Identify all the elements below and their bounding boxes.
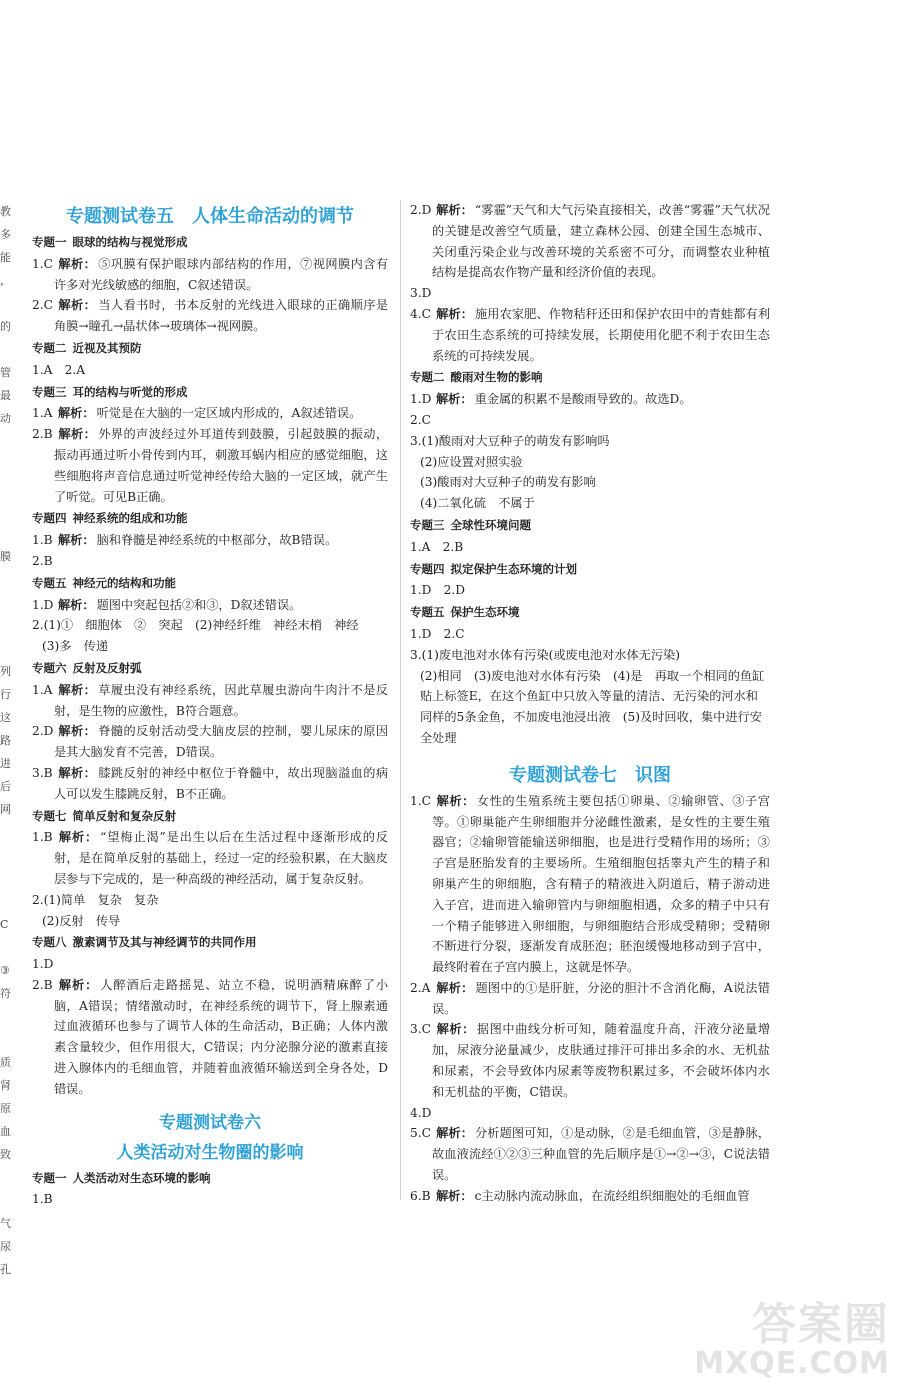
answer-item: 1.A 2.A xyxy=(32,362,86,377)
watermark: 答案圈 MXQE.COM xyxy=(694,1299,890,1381)
test-five-title: 专题测试卷五 人体生命活动的调节 xyxy=(66,206,354,227)
test-seven-title: 专题测试卷七 识图 xyxy=(509,764,671,786)
section-heading: 专题四 拟定保护生态环境的计划 xyxy=(410,561,577,576)
section-heading: 专题七 简单反射和复杂反射 xyxy=(32,808,176,823)
answer-item: 1.D xyxy=(32,957,54,972)
answer-item: 1.D 2.C xyxy=(410,626,465,641)
test-six-subtitle: 人类活动对生物圈的影响 xyxy=(116,1142,304,1163)
answer-subline: (2)反射 传导 xyxy=(42,913,121,928)
answer-item: 2.B xyxy=(32,553,53,568)
section-heading: 专题五 保护生态环境 xyxy=(410,605,520,620)
answer-item: 1.A 解析： 草履虫没有神经系统，因此草履虫游向牛肉汁不是反射，是生物的应激性，B符合题意。 xyxy=(32,682,389,718)
answer-item: 1.C 解析： 女性的生殖系统主要包括①卵巢、②输卵管、③子宫等。①卵巢能产生卵细胞并分泌雌性激素，是女性的主要生殖器官；②输卵管能输送卵细胞，也是进行受精作用的场所；③子宫是胚胎发育的主要场所。生殖细胞包括睾丸产生的精子和卵巢产生的卵细胞，含有精子的精液进入阴道后，精子游动进入子宫，进而进入输卵管内与卵细胞相遇，众多的精子中只有一个精子能够进入卵细胞，与卵细胞结合形成受精卵；受精卵不断进行分裂，逐渐发育成胚泡；胚泡缓慢地移动到子宫中，最终附着在子宫内膜上，这就是怀孕。 xyxy=(410,793,771,975)
answer-item: 2.C xyxy=(410,412,431,427)
answer-subline: (4)二氧化硫 不属于 xyxy=(420,496,535,511)
test-six-title: 专题测试卷六 xyxy=(159,1112,261,1133)
section-heading: 专题一 眼球的结构与视觉形成 xyxy=(32,235,188,249)
right-column xyxy=(410,200,770,1207)
section-heading: 专题三 耳的结构与听觉的形成 xyxy=(32,384,188,399)
answer-item: 2.C 解析： 当人看书时，书本反射的光线进入眼球的正确顺序是角膜→瞳孔→晶状体→玻璃体→视网膜。 xyxy=(32,298,389,334)
answer-item: 3.B 解析： 膝跳反射的神经中枢位于脊髓中，故出现脑溢血的病人可以发生膝跳反射，B不正确。 xyxy=(32,765,389,801)
answer-item: 4.C 解析： 施用农家肥、作物秸秆还田和保护农田中的青蛙都有利于农田生态系统的可持续发展，长期使用化肥不利于农田生态系统的可持续发展。 xyxy=(410,306,771,363)
section-heading: 专题六 反射及反射弧 xyxy=(32,660,142,675)
answer-item: 1.A 解析： 听觉是在大脑的一定区域内形成的，A叙述错误。 xyxy=(32,406,362,421)
section-heading: 专题一 人类活动对生态环境的影响 xyxy=(32,1170,211,1185)
answer-item: 2.D 解析： 脊髓的反射活动受大脑皮层的控制，婴儿尿床的原因是其大脑发育不完善，D错误。 xyxy=(32,724,389,760)
answer-subline: (3)多 传递 xyxy=(42,639,109,654)
left-column xyxy=(32,200,388,1210)
answer-item: 2.A 解析： 题图中的①是肝脏，分泌的胆汁不含消化酶，A说法错误。 xyxy=(410,980,770,1016)
answer-item: 3.C 解析： 据图中曲线分析可知，随着温度升高，汗液分泌量增加，尿液分泌量减少，皮肤通过排汗可排出多余的水、无机盐和尿素，不会导致体内尿素等废物积累过多，不会破坏体内水和无机盐的平衡，C错误。 xyxy=(410,1022,771,1099)
answer-item: 1.C 解析： ⑤巩膜有保护眼球内部结构的作用，⑦视网膜内含有许多对光线敏感的细胞，C叙述错误。 xyxy=(32,256,389,292)
left-edge-fragments: 教 多 能 ， 的 管 最 动 膜 列 行 这 路 进 后 网 C ③ 符 质 肾 原 血 致 气 尿 孔 xyxy=(0,205,11,1276)
section-heading: 专题八 激素调节及其与神经调节的共同作用 xyxy=(32,935,257,950)
answer-item: 3.D xyxy=(410,286,432,301)
answer-item: 1.D 2.D xyxy=(410,583,465,598)
answer-item: 2.D 解析： “雾霾”天气和大气污染直接相关，改善“雾霾”天气状况的关键是改善空气质量，建立森林公园、创建全国生态城市、关闭重污染企业与改善环境的关系密不可分，而调整农业种植结构是提高农作物产量和经济价值的表现。 xyxy=(410,203,770,280)
answer-item: 2.B 解析： 人醉酒后走路摇晃、站立不稳，说明酒精麻醉了小脑，A错误；情绪激动时，在神经系统的调节下，肾上腺素通过血液循环也参与了调节人体的生命活动，B正确；人体内激素含量较少，但作用很大，C错误；内分泌腺分泌的激素直接进入腺体内的毛细血管，并随着血液循环输送到全身各处，D错误。 xyxy=(32,977,389,1096)
answer-subline: (2)应设置对照实验 xyxy=(420,454,523,469)
answer-item: 1.D 解析： 题图中突起包括②和③，D叙述错误。 xyxy=(32,597,302,612)
answer-item: 5.C 解析： 分析题图可知，①是动脉，②是毛细血管，③是静脉，故血液流经①②③三种血管的先后顺序是①→②→③，C说法错误。 xyxy=(410,1126,771,1183)
answer-item: 2.B 解析： 外界的声波经过外耳道传到鼓膜，引起鼓膜的振动，振动再通过听小骨传到内耳，刺激耳蜗内相应的感觉细胞，这些细胞将声音信息通过听觉神经传给大脑的一定区域，就产生了听觉。可见B正确。 xyxy=(32,427,389,504)
answer-item: 1.B 解析： “望梅止渴”是出生以后在生活过程中逐渐形成的反射，是在简单反射的基础上，经过一定的经验积累，在大脑皮层参与下完成的，是一种高级的神经活动，属于复杂反射。 xyxy=(32,830,388,886)
answer-item: 6.B 解析： c主动脉内流动脉血，在流经组织细胞处的毛细血管 xyxy=(410,1188,750,1203)
answer-subline: (3)酸雨对大豆种子的萌发有影响 xyxy=(420,475,596,490)
answer-item: 1.A 2.B xyxy=(410,539,464,554)
section-heading: 专题二 酸雨对生物的影响 xyxy=(410,370,543,385)
section-heading: 专题二 近视及其预防 xyxy=(32,340,142,355)
answer-item: 1.D 解析： 重金属的积累不是酸雨导致的。故选D。 xyxy=(410,392,692,407)
answer-item: 3.(1)废电池对水体有污染(或废电池对水体无污染) xyxy=(410,647,680,662)
column-divider xyxy=(400,200,401,1200)
answer-item: 4.D xyxy=(410,1105,432,1120)
section-heading: 专题五 神经元的结构和功能 xyxy=(32,575,176,590)
answer-item: 3.(1)酸雨对大豆种子的萌发有影响吗 xyxy=(410,433,610,448)
answer-item: 1.B 解析： 脑和脊髓是神经系统的中枢部分，故B错误。 xyxy=(32,533,338,548)
answer-item: 1.B xyxy=(32,1192,53,1207)
section-heading: 专题三 全球性环境问题 xyxy=(410,517,531,532)
answer-item: 2.(1)① 细胞体 ② 突起 (2)神经纤维 神经末梢 神经 xyxy=(32,618,359,633)
section-heading: 专题四 神经系统的组成和功能 xyxy=(32,511,188,526)
answer-item: 2.(1)简单 复杂 复杂 xyxy=(32,892,159,907)
answer-subline: (2)相同 (3)废电池对水体有污染 (4)是 再取一个相同的鱼缸贴上标签E，在这个鱼缸中只放入等量的清洁、无污染的河水和同样的5条金鱼，不加废电池浸出液 (5)及时回收，集中进行安全处理 xyxy=(420,668,765,745)
